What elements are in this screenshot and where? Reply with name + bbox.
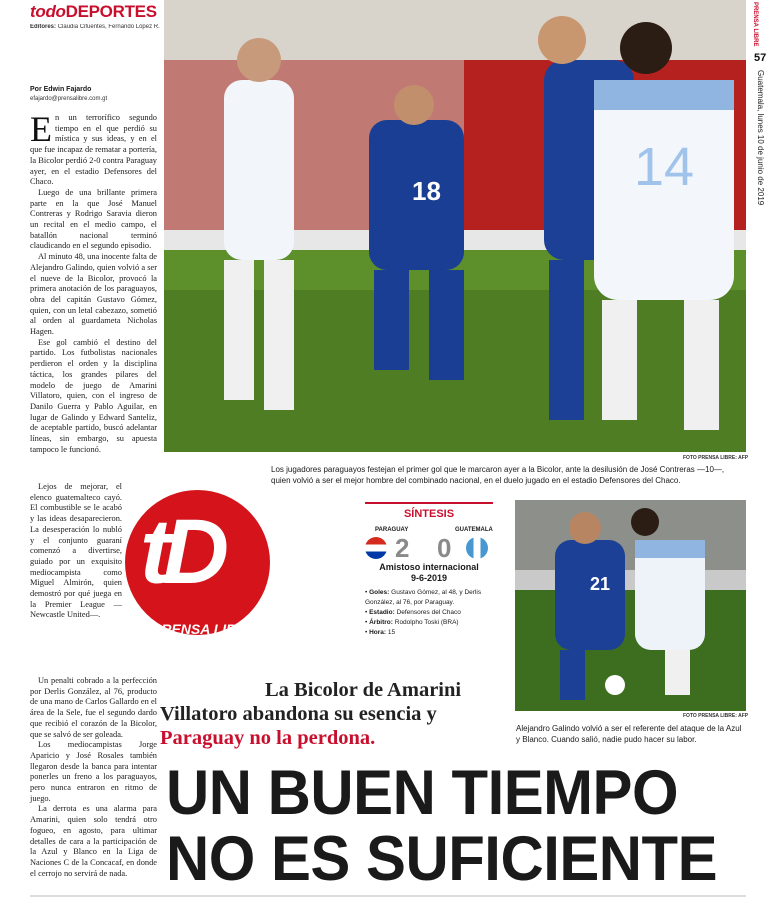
match-info bbox=[365, 562, 493, 584]
byline: Por Edwin Fajardo bbox=[30, 86, 92, 93]
todo-deportes-logo-brand: PRENSA LIBRE bbox=[152, 621, 256, 637]
section-logo-deportes: DEPORTES bbox=[65, 2, 157, 21]
drop-cap: E bbox=[30, 109, 52, 149]
home-score: 2 bbox=[395, 533, 410, 563]
deck bbox=[160, 678, 510, 750]
secondary-photo-illustration bbox=[515, 500, 746, 711]
main-photo-jersey-back: 18 bbox=[412, 176, 441, 206]
article-paragraph-5: Lejos de mejorar, el elenco guatemalteco cayó. El combustible se le acabó y las ideas desaparecieron. La desesperación lo nubló y el conjunto guaraní comenzó a divertirse, guiado por un exquisito mediocampista como Miguel Almirón, quien demostró por qué juega en la Premier League —Newcastle United—. bbox=[30, 482, 122, 620]
guatemala-flag-icon bbox=[466, 537, 488, 559]
article-paragraph-3: Al minuto 48, una inocente falta de Alejandro Galindo, quien volvió a ser el nueve de la Bicolor, provocó la primera anotación de los paraguayos, obra del capitán Gustavo Gómez, quien, con un letal cabezazo, sometió al orden al guardameta Nicholas Hagen. bbox=[30, 252, 157, 337]
article-paragraph-4: Ese gol cambió el destino del partido. Los futbolistas nacionales perdieron el orden y la disciplina táctica, los grandes pilares del modelo de juego de Amarini Villatoro, quien, con el ingreso de Danilo Guerra y Pablo Aguilar, en lugar de Galindo y Edward Santeliz, de aceptable partido, buscó adelantar líneas, sin embargo, su apuesta tampoco le funcionó. bbox=[30, 337, 157, 454]
deck-line-1: La Bicolor de Amarini bbox=[265, 679, 462, 701]
page-number: 57 bbox=[754, 52, 767, 64]
fact-goles-value: Gustavo Gómez, al 48, y Derlis González, al 76, por Paraguay. bbox=[365, 589, 482, 606]
fact-hora-label: Hora: bbox=[369, 629, 387, 636]
article-column bbox=[30, 109, 157, 456]
headline-line-2: NO ES SUFICIENTE bbox=[166, 824, 718, 894]
page-date: Guatemala, lunes 10 de junio de 2019 bbox=[756, 70, 765, 206]
secondary-photo-jersey: 21 bbox=[590, 574, 611, 594]
match-facts bbox=[365, 588, 493, 638]
fact-estadio: • Estadio: Defensores del Chaco bbox=[365, 609, 461, 616]
article-paragraph-6: Un penalti cobrado a la perfección por Derlis González, al 76, producto de una mano de Carlos Gallardo en el área de la Sele, fue el segundo dardo que recibió el corazón de la Bicolor, que se salvó de ser goleada. bbox=[30, 676, 157, 739]
secondary-photo bbox=[515, 500, 746, 711]
byline-email: efajardo@prensalibre.com.gt bbox=[30, 96, 108, 102]
editors-names: Claudia Cifuentes, Fernando López R. bbox=[57, 24, 160, 30]
section-logo bbox=[30, 2, 157, 22]
home-team-name: PARAGUAY bbox=[375, 527, 409, 533]
fact-arbitro-value: Rodolpho Toski (BRA) bbox=[394, 619, 459, 626]
todo-deportes-logo-mark: tD bbox=[140, 501, 222, 603]
article-paragraph-2: Luego de una brillante primera parte en la que José Manuel Contreras y Rodrigo Saravia dieron un recital en el medio campo, el batallón nacional terminó claudicando en el segundo episodio. bbox=[30, 187, 157, 251]
fact-hora-value: 15 bbox=[387, 629, 396, 636]
main-photo-caption: Los jugadores paraguayos festejan el primer gol que le marcaron ayer a la Bicolor, ante la desilusión de José Contreras —10—, quien volvió a ser el mejor hombre del combinado nacional, en el duelo jugado en el estadio Defensores del Chaco. bbox=[271, 465, 725, 485]
article-paragraph-8: La derrota es una alarma para Amarini, quien solo tendrá otro fogueo, en agosto, para ultimar detalles de cara a la participación de la Azul y Blanco en la Liga de Naciones C de la Concacaf, en donde el cerrojo no servirá de nada. bbox=[30, 804, 157, 878]
bottom-rule bbox=[30, 895, 746, 897]
side-brand: PRENSA LIBRE bbox=[752, 2, 758, 47]
fact-estadio-label: Estadio: bbox=[369, 609, 395, 616]
main-photo-credit: FOTO PRENSA LIBRE: AFP bbox=[683, 455, 749, 461]
deck-line-3: Paraguay no la perdona. bbox=[160, 727, 376, 749]
match-type: Amistoso internacional bbox=[379, 562, 479, 572]
fact-goles: • Goles: Gustavo Gómez, al 48, y Derlis González, al 76, por Paraguay. bbox=[365, 589, 482, 606]
paraguay-flag-icon bbox=[365, 537, 387, 559]
section-logo-todo: todo bbox=[30, 2, 66, 21]
article-column-lower bbox=[30, 676, 157, 879]
secondary-photo-caption: Alejandro Galindo volvió a ser el referente del ataque de la Azul y Blanco. Cuando salió, nadie pudo hacer su labor. bbox=[516, 724, 742, 744]
editors-label: Editores: bbox=[30, 24, 57, 30]
headline bbox=[166, 760, 717, 892]
fact-hora: • Hora: 15 bbox=[365, 629, 396, 636]
main-photo-jersey-front: 14 bbox=[634, 137, 695, 197]
main-photo-illustration bbox=[164, 0, 746, 452]
secondary-photo-credit: FOTO PRENSA LIBRE: AFP bbox=[683, 713, 749, 719]
away-score: 0 bbox=[437, 533, 452, 563]
deck-line-2: Villatoro abandona su esencia y bbox=[160, 703, 437, 725]
fact-arbitro-label: Árbitro: bbox=[369, 619, 393, 626]
fact-goles-label: Goles: bbox=[369, 589, 390, 596]
article-paragraph-7: Los mediocampistas Jorge Aparicio y José Rosales también llegaron desde la banca para intentar ponerles un freno a los paraguayos, pero nunca entraron en ritmo de juego. bbox=[30, 740, 157, 803]
editors-line bbox=[30, 24, 164, 30]
article-paragraph-1: n un terrorífico segundo tiempo en el que perdió su mística y sus ideas, y en el que fue incapaz de rematar a portería, la Bicolor perdió 2-0 contra Paraguay ayer, en el estadio Defensores del Chaco. bbox=[30, 113, 157, 187]
fact-estadio-value: Defensores del Chaco bbox=[396, 609, 461, 616]
match-date: 9-6-2019 bbox=[410, 573, 448, 583]
fact-arbitro: • Árbitro: Rodolpho Toski (BRA) bbox=[365, 619, 459, 626]
article-column-wrap bbox=[30, 482, 122, 621]
sintesis-title: SÍNTESIS bbox=[365, 502, 493, 520]
headline-line-1: UN BUEN TIEMPO bbox=[166, 758, 679, 828]
main-photo bbox=[164, 0, 746, 452]
away-team-name: GUATEMALA bbox=[455, 527, 493, 533]
